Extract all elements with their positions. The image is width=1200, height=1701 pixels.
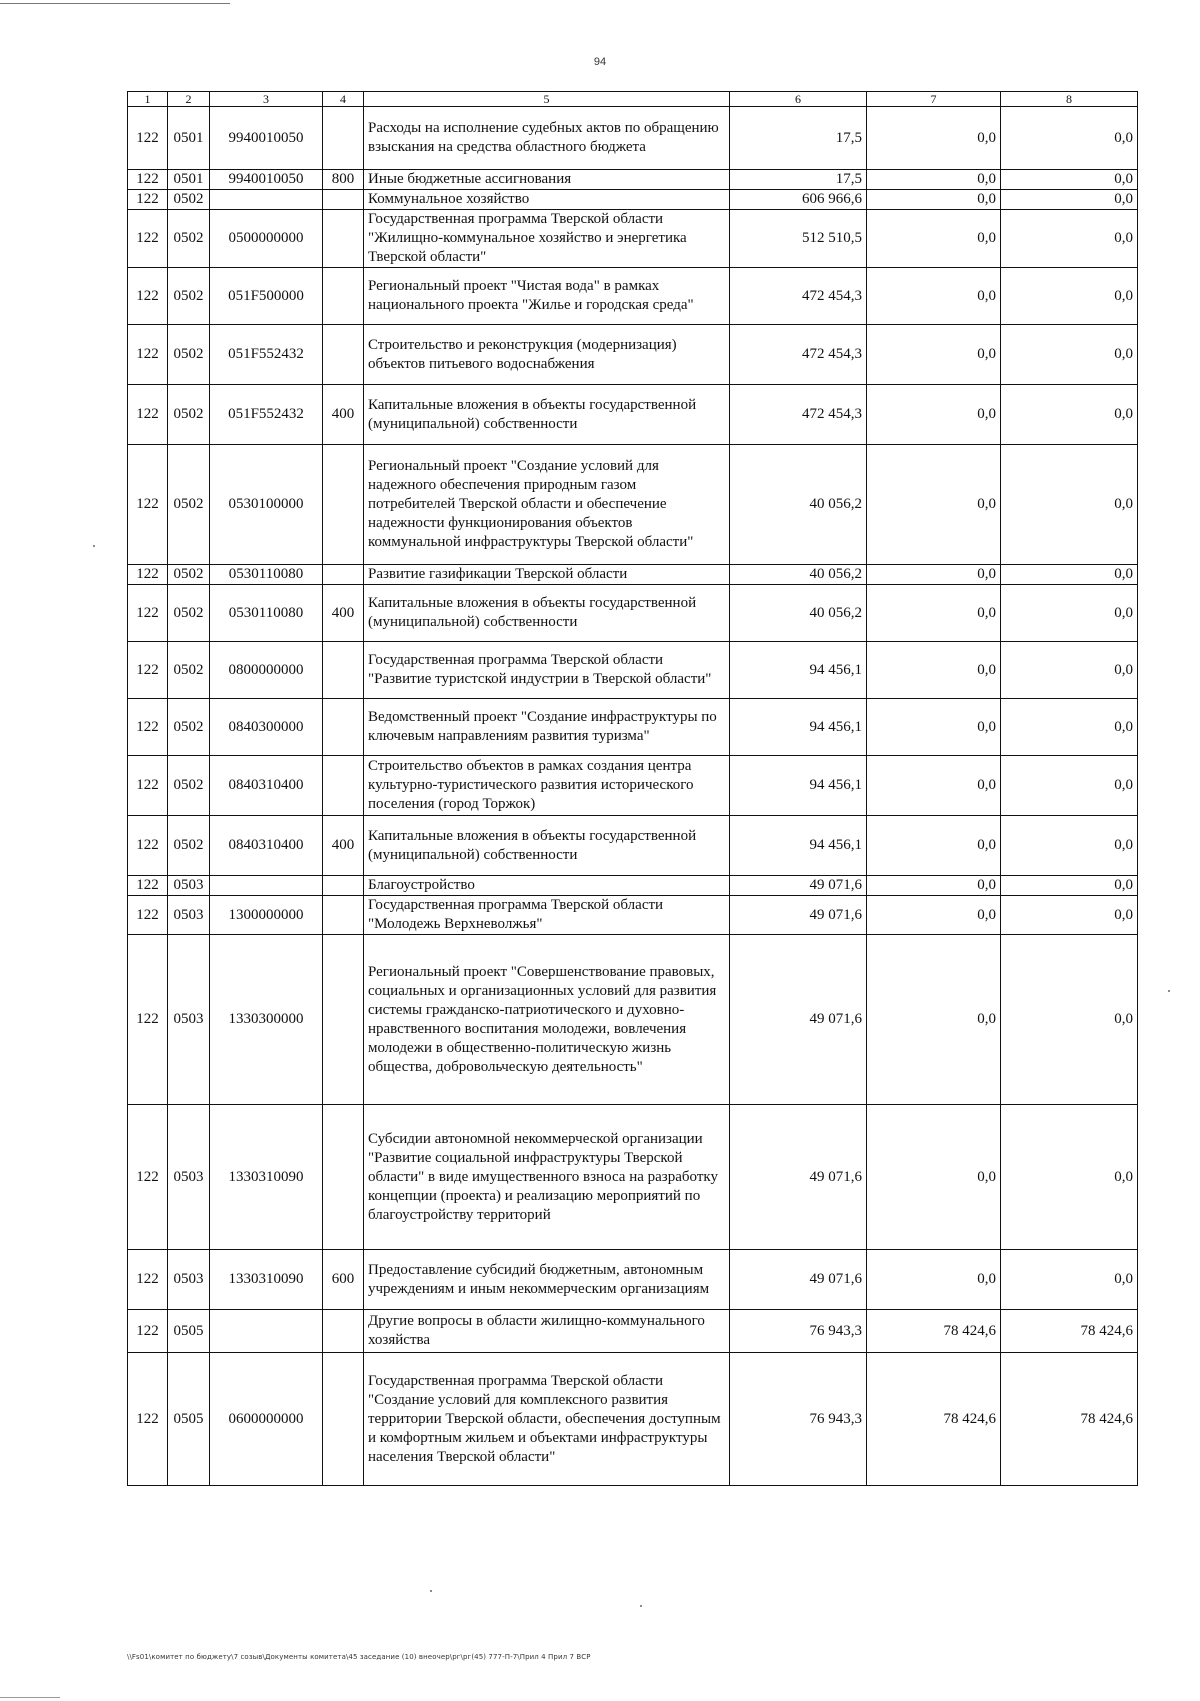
cell-kvsr-code: 122: [128, 756, 168, 816]
cell-amount-year-3: 0,0: [1001, 756, 1138, 816]
scan-speck: [1168, 990, 1170, 992]
cell-description: Региональный проект "Совершенствование правовых, социальных и организационных условий для развития системы гражданско-патриотического и духовно-нравственного воспитания молодежи, вовлечения молодежи в общественно-политическую жизнь общества, добровольческую деятельность": [364, 935, 730, 1105]
cell-amount-year-3: 0,0: [1001, 876, 1138, 896]
cell-target-article-code: 0530110080: [210, 565, 323, 585]
cell-amount-year-1: 472 454,3: [730, 325, 867, 385]
cell-amount-year-3: 0,0: [1001, 268, 1138, 325]
cell-expense-type-code: [323, 210, 364, 268]
cell-description: Государственная программа Тверской области "Молодежь Верхневолжья": [364, 896, 730, 935]
cell-amount-year-3: 0,0: [1001, 816, 1138, 876]
cell-kvsr-code: 122: [128, 325, 168, 385]
cell-amount-year-3: 0,0: [1001, 699, 1138, 756]
cell-section-code: 0505: [168, 1353, 210, 1486]
cell-section-code: 0502: [168, 445, 210, 565]
cell-amount-year-3: 0,0: [1001, 385, 1138, 445]
cell-kvsr-code: 122: [128, 170, 168, 190]
scan-artifact-bottom: [0, 1697, 60, 1698]
cell-kvsr-code: 122: [128, 385, 168, 445]
cell-amount-year-1: 94 456,1: [730, 756, 867, 816]
column-header: 6: [730, 92, 867, 107]
cell-expense-type-code: 600: [323, 1250, 364, 1310]
cell-section-code: 0503: [168, 876, 210, 896]
cell-kvsr-code: 122: [128, 699, 168, 756]
cell-amount-year-2: 0,0: [867, 190, 1001, 210]
cell-amount-year-3: 0,0: [1001, 107, 1138, 170]
cell-expense-type-code: [323, 876, 364, 896]
cell-amount-year-3: 0,0: [1001, 565, 1138, 585]
cell-amount-year-1: 40 056,2: [730, 565, 867, 585]
table-body: [128, 107, 1138, 1486]
table-row: [128, 1250, 1138, 1310]
table-row: [128, 756, 1138, 816]
table-header: [128, 92, 1138, 107]
cell-expense-type-code: [323, 190, 364, 210]
cell-amount-year-3: 0,0: [1001, 1105, 1138, 1250]
cell-amount-year-2: 0,0: [867, 1250, 1001, 1310]
cell-amount-year-1: 472 454,3: [730, 268, 867, 325]
cell-description: Капитальные вложения в объекты государственной (муниципальной) собственности: [364, 585, 730, 642]
cell-description: Иные бюджетные ассигнования: [364, 170, 730, 190]
cell-section-code: 0502: [168, 756, 210, 816]
cell-section-code: 0503: [168, 1250, 210, 1310]
cell-expense-type-code: [323, 1105, 364, 1250]
cell-kvsr-code: 122: [128, 585, 168, 642]
cell-section-code: 0503: [168, 935, 210, 1105]
cell-amount-year-2: 0,0: [867, 107, 1001, 170]
cell-section-code: 0502: [168, 325, 210, 385]
cell-amount-year-3: 0,0: [1001, 896, 1138, 935]
cell-target-article-code: 1330310090: [210, 1105, 323, 1250]
cell-target-article-code: 9940010050: [210, 170, 323, 190]
cell-target-article-code: [210, 876, 323, 896]
scan-artifact-top: [0, 3, 230, 4]
cell-amount-year-3: 0,0: [1001, 190, 1138, 210]
cell-description: Развитие газификации Тверской области: [364, 565, 730, 585]
cell-description: Капитальные вложения в объекты государственной (муниципальной) собственности: [364, 385, 730, 445]
cell-amount-year-3: 78 424,6: [1001, 1310, 1138, 1353]
cell-expense-type-code: [323, 268, 364, 325]
cell-amount-year-1: 606 966,6: [730, 190, 867, 210]
cell-expense-type-code: [323, 445, 364, 565]
cell-section-code: 0502: [168, 268, 210, 325]
cell-amount-year-2: 0,0: [867, 385, 1001, 445]
cell-target-article-code: [210, 190, 323, 210]
column-header: 2: [168, 92, 210, 107]
cell-kvsr-code: 122: [128, 565, 168, 585]
cell-section-code: 0503: [168, 896, 210, 935]
cell-expense-type-code: [323, 935, 364, 1105]
cell-amount-year-1: 49 071,6: [730, 1250, 867, 1310]
cell-amount-year-2: 0,0: [867, 756, 1001, 816]
cell-section-code: 0502: [168, 190, 210, 210]
cell-section-code: 0501: [168, 107, 210, 170]
table-row: [128, 268, 1138, 325]
cell-description: Благоустройство: [364, 876, 730, 896]
table-row: [128, 190, 1138, 210]
cell-description: Другие вопросы в области жилищно-коммунального хозяйства: [364, 1310, 730, 1353]
cell-section-code: 0502: [168, 816, 210, 876]
cell-amount-year-1: 49 071,6: [730, 876, 867, 896]
cell-amount-year-1: 94 456,1: [730, 699, 867, 756]
column-header: 8: [1001, 92, 1138, 107]
cell-description: Капитальные вложения в объекты государственной (муниципальной) собственности: [364, 816, 730, 876]
cell-expense-type-code: [323, 756, 364, 816]
cell-amount-year-1: 17,5: [730, 170, 867, 190]
cell-amount-year-1: 17,5: [730, 107, 867, 170]
cell-amount-year-3: 0,0: [1001, 1250, 1138, 1310]
column-header: 5: [364, 92, 730, 107]
table-row: [128, 699, 1138, 756]
column-header: 3: [210, 92, 323, 107]
table-row: [128, 1310, 1138, 1353]
cell-amount-year-1: 40 056,2: [730, 445, 867, 565]
table-row: [128, 107, 1138, 170]
cell-amount-year-1: 49 071,6: [730, 935, 867, 1105]
cell-amount-year-2: 0,0: [867, 816, 1001, 876]
cell-kvsr-code: 122: [128, 876, 168, 896]
cell-description: Строительство и реконструкция (модернизация) объектов питьевого водоснабжения: [364, 325, 730, 385]
cell-kvsr-code: 122: [128, 816, 168, 876]
cell-description: Ведомственный проект "Создание инфраструктуры по ключевым направлениям развития туризма": [364, 699, 730, 756]
cell-target-article-code: 051F552432: [210, 325, 323, 385]
cell-description: Субсидии автономной некоммерческой организации "Развитие социальной инфраструктуры Тверской области" в виде имущественного взноса на разработку концепции (проекта) и реализацию мероприятий по благоустройству территорий: [364, 1105, 730, 1250]
scan-speck: [640, 1605, 642, 1607]
cell-amount-year-1: 472 454,3: [730, 385, 867, 445]
table-row: [128, 876, 1138, 896]
cell-amount-year-2: 0,0: [867, 935, 1001, 1105]
cell-section-code: 0503: [168, 1105, 210, 1250]
cell-description: Государственная программа Тверской области "Создание условий для комплексного развития территории Тверской области, обеспечения доступным и комфортным жильем и объектами инфраструктуры населения Тверской области": [364, 1353, 730, 1486]
cell-kvsr-code: 122: [128, 1310, 168, 1353]
cell-target-article-code: 0800000000: [210, 642, 323, 699]
cell-amount-year-2: 0,0: [867, 565, 1001, 585]
cell-target-article-code: 0840300000: [210, 699, 323, 756]
table-row: [128, 565, 1138, 585]
cell-amount-year-1: 40 056,2: [730, 585, 867, 642]
cell-kvsr-code: 122: [128, 107, 168, 170]
cell-amount-year-1: 94 456,1: [730, 642, 867, 699]
budget-table: [127, 91, 1138, 1486]
cell-description: Предоставление субсидий бюджетным, автономным учреждениям и иным некоммерческим организациям: [364, 1250, 730, 1310]
table-row: [128, 210, 1138, 268]
cell-amount-year-2: 78 424,6: [867, 1353, 1001, 1486]
cell-amount-year-2: 0,0: [867, 699, 1001, 756]
cell-target-article-code: 1330310090: [210, 1250, 323, 1310]
cell-section-code: 0502: [168, 642, 210, 699]
cell-expense-type-code: 400: [323, 816, 364, 876]
cell-target-article-code: 0840310400: [210, 756, 323, 816]
scan-speck: [430, 1590, 432, 1592]
cell-amount-year-2: 0,0: [867, 1105, 1001, 1250]
cell-target-article-code: 1300000000: [210, 896, 323, 935]
cell-target-article-code: 0500000000: [210, 210, 323, 268]
table-row: [128, 816, 1138, 876]
cell-section-code: 0502: [168, 565, 210, 585]
table-row: [128, 935, 1138, 1105]
table-row: [128, 170, 1138, 190]
cell-section-code: 0502: [168, 585, 210, 642]
column-header: 1: [128, 92, 168, 107]
cell-amount-year-2: 0,0: [867, 585, 1001, 642]
cell-target-article-code: [210, 1310, 323, 1353]
table-row: [128, 896, 1138, 935]
cell-amount-year-1: 76 943,3: [730, 1353, 867, 1486]
cell-kvsr-code: 122: [128, 445, 168, 565]
cell-amount-year-1: 49 071,6: [730, 896, 867, 935]
cell-expense-type-code: [323, 1353, 364, 1486]
cell-amount-year-1: 76 943,3: [730, 1310, 867, 1353]
cell-amount-year-2: 0,0: [867, 642, 1001, 699]
cell-expense-type-code: 800: [323, 170, 364, 190]
cell-target-article-code: 051F500000: [210, 268, 323, 325]
cell-target-article-code: 051F552432: [210, 385, 323, 445]
cell-description: Коммунальное хозяйство: [364, 190, 730, 210]
cell-kvsr-code: 122: [128, 1105, 168, 1250]
cell-expense-type-code: [323, 699, 364, 756]
cell-amount-year-3: 0,0: [1001, 585, 1138, 642]
cell-target-article-code: 9940010050: [210, 107, 323, 170]
cell-target-article-code: 0600000000: [210, 1353, 323, 1486]
cell-kvsr-code: 122: [128, 1353, 168, 1486]
cell-amount-year-2: 78 424,6: [867, 1310, 1001, 1353]
cell-target-article-code: 0530100000: [210, 445, 323, 565]
file-path-footer: \\Fs01\комитет по бюджету\7 созыв\Документы комитета\45 заседание (10) внеочер\рг\рг(45) 777-П-7\Прил 4 Прил 7 ВСР: [127, 1653, 591, 1661]
table-row: [128, 325, 1138, 385]
page-number: 94: [593, 56, 607, 68]
cell-amount-year-3: 78 424,6: [1001, 1353, 1138, 1486]
table-row: [128, 1353, 1138, 1486]
cell-amount-year-3: 0,0: [1001, 642, 1138, 699]
cell-amount-year-2: 0,0: [867, 325, 1001, 385]
cell-description: Региональный проект "Создание условий для надежного обеспечения природным газом потребителей Тверской области и обеспечение надежности функционирования объектов коммунальной инфраструктуры Тверской области": [364, 445, 730, 565]
cell-section-code: 0501: [168, 170, 210, 190]
cell-expense-type-code: [323, 896, 364, 935]
cell-expense-type-code: 400: [323, 585, 364, 642]
cell-amount-year-3: 0,0: [1001, 935, 1138, 1105]
cell-kvsr-code: 122: [128, 190, 168, 210]
cell-amount-year-1: 49 071,6: [730, 1105, 867, 1250]
cell-description: Государственная программа Тверской области "Развитие туристской индустрии в Тверской области": [364, 642, 730, 699]
table-row: [128, 642, 1138, 699]
cell-amount-year-2: 0,0: [867, 896, 1001, 935]
cell-section-code: 0502: [168, 699, 210, 756]
cell-section-code: 0502: [168, 210, 210, 268]
cell-expense-type-code: [323, 1310, 364, 1353]
cell-kvsr-code: 122: [128, 210, 168, 268]
cell-amount-year-1: 94 456,1: [730, 816, 867, 876]
cell-expense-type-code: [323, 107, 364, 170]
cell-expense-type-code: [323, 642, 364, 699]
cell-target-article-code: 0530110080: [210, 585, 323, 642]
cell-amount-year-2: 0,0: [867, 210, 1001, 268]
cell-section-code: 0502: [168, 385, 210, 445]
cell-description: Региональный проект "Чистая вода" в рамках национального проекта "Жилье и городская среда": [364, 268, 730, 325]
cell-amount-year-3: 0,0: [1001, 210, 1138, 268]
cell-kvsr-code: 122: [128, 896, 168, 935]
header-row: [128, 92, 1138, 107]
column-header: 7: [867, 92, 1001, 107]
cell-kvsr-code: 122: [128, 1250, 168, 1310]
cell-section-code: 0505: [168, 1310, 210, 1353]
cell-description: Строительство объектов в рамках создания центра культурно-туристического развития исторического поселения (город Торжок): [364, 756, 730, 816]
cell-target-article-code: 0840310400: [210, 816, 323, 876]
cell-description: Государственная программа Тверской области "Жилищно-коммунальное хозяйство и энергетика Тверской области": [364, 210, 730, 268]
table-row: [128, 385, 1138, 445]
table-row: [128, 585, 1138, 642]
cell-amount-year-2: 0,0: [867, 876, 1001, 896]
table-row: [128, 445, 1138, 565]
cell-kvsr-code: 122: [128, 268, 168, 325]
cell-amount-year-2: 0,0: [867, 268, 1001, 325]
cell-amount-year-1: 512 510,5: [730, 210, 867, 268]
cell-kvsr-code: 122: [128, 642, 168, 699]
cell-amount-year-3: 0,0: [1001, 325, 1138, 385]
cell-amount-year-2: 0,0: [867, 445, 1001, 565]
cell-amount-year-2: 0,0: [867, 170, 1001, 190]
cell-description: Расходы на исполнение судебных актов по обращению взыскания на средства областного бюджета: [364, 107, 730, 170]
column-header: 4: [323, 92, 364, 107]
cell-amount-year-3: 0,0: [1001, 170, 1138, 190]
scan-speck: [93, 545, 95, 547]
cell-expense-type-code: [323, 565, 364, 585]
cell-kvsr-code: 122: [128, 935, 168, 1105]
cell-target-article-code: 1330300000: [210, 935, 323, 1105]
cell-amount-year-3: 0,0: [1001, 445, 1138, 565]
table-row: [128, 1105, 1138, 1250]
cell-expense-type-code: [323, 325, 364, 385]
cell-expense-type-code: 400: [323, 385, 364, 445]
